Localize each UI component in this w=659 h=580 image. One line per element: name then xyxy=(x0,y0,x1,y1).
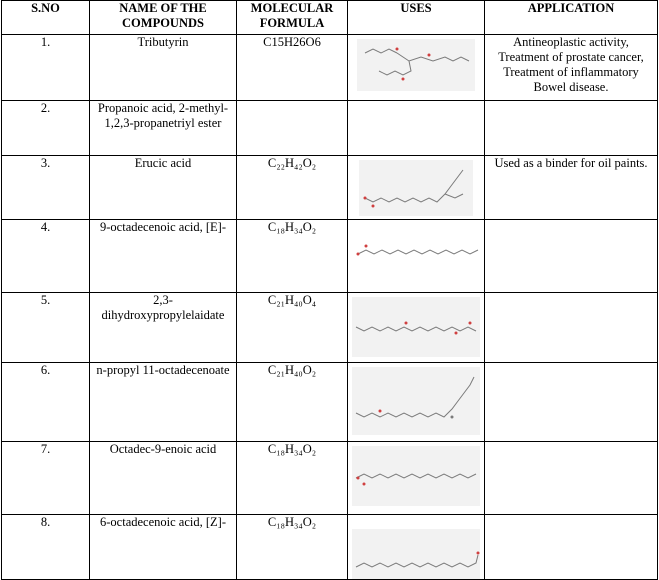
cell-uses xyxy=(348,220,485,293)
cell-name: n-propyl 11-octadecenoate xyxy=(90,363,237,442)
cell-sno: 8. xyxy=(2,515,90,580)
cell-name: 2,3-dihydroxypropylelaidate xyxy=(90,293,237,363)
cell-sno: 6. xyxy=(2,363,90,442)
table-row xyxy=(2,35,658,101)
cell-sno: 1. xyxy=(2,35,90,101)
header-formula: MOLECULAR FORMULA xyxy=(237,1,348,35)
compounds-table xyxy=(1,0,658,580)
cell-sno: 2. xyxy=(2,101,90,156)
cell-name: Propanoic acid, 2-methyl-1,2,3-propanetriyl ester xyxy=(90,101,237,156)
cell-sno: 4. xyxy=(2,220,90,293)
cell-formula: C₂₂H₄₂O₂ xyxy=(237,156,348,220)
cell-name: 9-octadecenoic acid, [E]- xyxy=(90,220,237,293)
cell-application xyxy=(485,101,658,156)
cell-name: Erucic acid xyxy=(90,156,237,220)
cell-uses xyxy=(348,156,485,220)
table-row xyxy=(2,101,658,156)
table-row xyxy=(2,293,658,363)
cell-uses xyxy=(348,293,485,363)
cell-application xyxy=(485,293,658,363)
cell-uses xyxy=(348,35,485,101)
header-name: NAME OF THE COMPOUNDS xyxy=(90,1,237,35)
z-octadecenoic-acid-structure-image xyxy=(352,529,480,579)
erucic-acid-structure-image xyxy=(359,160,473,216)
table-row xyxy=(2,220,658,293)
cell-formula: C15H26O6 xyxy=(237,35,348,101)
cell-uses xyxy=(348,101,485,156)
cell-formula: C₁₈H₃₄O₂ xyxy=(237,220,348,293)
header-uses: USES xyxy=(348,1,485,35)
cell-application xyxy=(485,220,658,293)
cell-name: Tributyrin xyxy=(90,35,237,101)
cell-formula: C₁₈H₃₄O₂ xyxy=(237,515,348,580)
cell-application xyxy=(485,515,658,580)
cell-uses xyxy=(348,515,485,580)
table-row xyxy=(2,442,658,515)
cell-sno: 3. xyxy=(2,156,90,220)
cell-formula: C₂₁H₄₀O₄ xyxy=(237,293,348,363)
cell-name: 6-octadecenoic acid, [Z]- xyxy=(90,515,237,580)
octadecenoic-acid-structure-image xyxy=(352,240,480,264)
cell-application: Antineoplastic activity, Treatment of prostate cancer, Treatment of inflammatory Bowel disease. xyxy=(485,35,658,101)
header-application: APPLICATION xyxy=(485,1,658,35)
tributyrin-structure-image xyxy=(357,39,475,91)
cell-application xyxy=(485,363,658,442)
header-sno: S.NO xyxy=(2,1,90,35)
cell-formula: C₁₈H₃₄O₂ xyxy=(237,442,348,515)
cell-uses xyxy=(348,442,485,515)
cell-uses xyxy=(348,363,485,442)
cell-formula xyxy=(237,101,348,156)
cell-application xyxy=(485,442,658,515)
header-row xyxy=(2,1,658,35)
octadec-enoic-acid-structure-image xyxy=(352,446,480,506)
table-row xyxy=(2,363,658,442)
cell-sno: 5. xyxy=(2,293,90,363)
table-row xyxy=(2,156,658,220)
cell-name: Octadec-9-enoic acid xyxy=(90,442,237,515)
cell-formula: C₂₁H₄₀O₂ xyxy=(237,363,348,442)
table-row xyxy=(2,515,658,580)
propyl-octadecenoate-structure-image xyxy=(352,367,480,435)
cell-application: Used as a binder for oil paints. xyxy=(485,156,658,220)
cell-sno: 7. xyxy=(2,442,90,515)
dihydroxypropyl-elaidate-structure-image xyxy=(352,297,480,357)
